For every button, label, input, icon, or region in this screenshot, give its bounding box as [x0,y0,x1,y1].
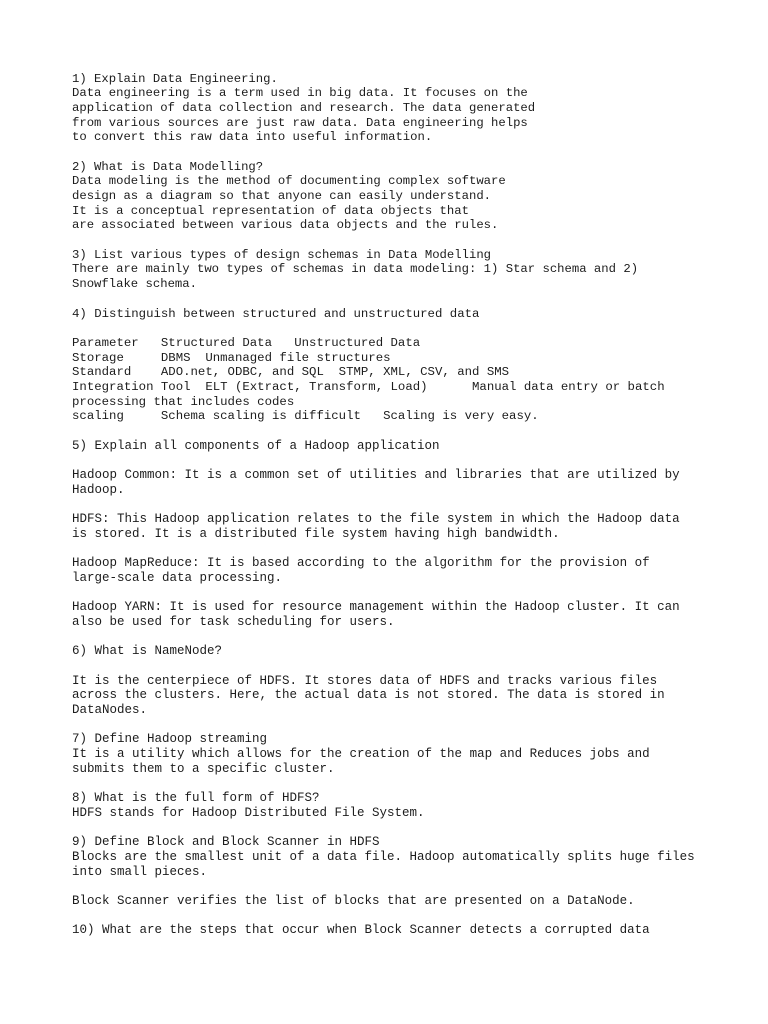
answer-line: to convert this raw data into useful information. [72,130,433,145]
section-10 [72,923,762,938]
answer-line: large-scale data processing. [72,570,283,585]
question-heading: 2) What is Data Modelling? [72,159,264,174]
spacer [72,718,762,733]
spacer [72,424,762,439]
question-heading: 8) What is the full form of HDFS? [72,791,320,806]
answer-line: DataNodes. [72,703,148,718]
section-4 [72,307,762,425]
document-body [72,72,762,939]
spacer [72,909,762,924]
answer-line: design as a diagram so that anyone can easily understand. [72,189,492,203]
section-6 [72,644,762,717]
paragraph-yarn [72,600,762,629]
section-9 [72,835,762,908]
answer-line: Data engineering is a term used in big data. It focuses on the [72,86,528,101]
spacer [72,821,762,836]
question-heading: 1) Explain Data Engineering. [72,71,278,86]
answer-line: It is a conceptual representation of data objects that [72,203,469,218]
answer-line: Hadoop MapReduce: It is based according to the algorithm for the provision of [72,556,650,571]
section-3 [72,248,762,292]
spacer [72,292,762,307]
answer-line: Hadoop. [72,482,125,497]
answer-line: also be used for task scheduling for users. [72,614,395,629]
answer-line: Data modeling is the method of documenting complex software [72,174,506,189]
section-5 [72,439,762,630]
table-row: Storage DBMS Unmanaged file structures [72,350,391,365]
section-7 [72,732,762,776]
answer-line: application of data collection and research. The data generated [72,100,536,115]
answer-line: There are mainly two types of schemas in data modeling: 1) Star schema and 2) [72,262,639,277]
table-row: scaling Schema scaling is difficult Scaling is very easy. [72,409,539,424]
answer-line: Blocks are the smallest unit of a data file. Hadoop automatically splits huge files [72,849,695,864]
spacer [72,233,762,248]
spacer [72,777,762,792]
question-heading: 6) What is NameNode? [72,644,223,659]
spacer [72,321,762,336]
comparison-table [72,336,762,424]
spacer [72,542,762,557]
paragraph-hdfs [72,512,762,541]
table-row-continuation: processing that includes codes [72,394,295,409]
section-1 [72,72,762,145]
paragraph-mapreduce [72,556,762,585]
spacer [72,497,762,512]
spacer [72,145,762,160]
table-row: Integration Tool ELT (Extract, Transform, Load) Manual data entry or batch [72,379,665,394]
question-heading: 7) Define Hadoop streaming [72,732,268,747]
spacer [72,453,762,468]
answer-line: Hadoop YARN: It is used for resource management within the Hadoop cluster. It can [72,600,680,615]
section-8 [72,791,762,820]
answer-line: from various sources are just raw data. Data engineering helps [72,115,528,130]
answer-line: HDFS: This Hadoop application relates to the file system in which the Hadoop data [72,512,680,527]
answer-line: HDFS stands for Hadoop Distributed File System. [72,805,425,820]
paragraph-block-scanner [72,894,762,909]
paragraph-hadoop-common [72,468,762,497]
answer-line: are associated between various data objects and the rules. [72,218,499,233]
question-heading: 9) Define Block and Block Scanner in HDFS [72,835,380,850]
spacer [72,586,762,601]
question-heading: 3) List various types of design schemas in Data Modelling [72,247,492,262]
table-row: Standard ADO.net, ODBC, and SQL STMP, XML, CSV, and SMS [72,365,510,380]
answer-line: submits them to a specific cluster. [72,761,335,776]
answer-line: Block Scanner verifies the list of blocks that are presented on a DataNode. [72,894,635,908]
section-2 [72,160,762,233]
answer-line: It is the centerpiece of HDFS. It stores data of HDFS and tracks various files [72,673,658,688]
answer-line: is stored. It is a distributed file system having high bandwidth. [72,526,560,541]
answer-line: across the clusters. Here, the actual data is not stored. The data is stored in [72,688,665,703]
answer-line: Hadoop Common: It is a common set of utilities and libraries that are utilized by [72,468,680,483]
answer-line: into small pieces. [72,864,208,879]
spacer [72,879,762,894]
spacer [72,659,762,674]
question-heading: 4) Distinguish between structured and unstructured data [72,306,480,321]
paragraph-blocks [72,850,762,879]
answer-line: It is a utility which allows for the creation of the map and Reduces jobs and [72,747,650,762]
question-heading: 10) What are the steps that occur when Block Scanner detects a corrupted data [72,923,650,938]
question-heading: 5) Explain all components of a Hadoop application [72,438,440,453]
answer-line: Snowflake schema. [72,277,197,292]
table-header-row: Parameter Structured Data Unstructured Data [72,335,421,350]
spacer [72,630,762,645]
